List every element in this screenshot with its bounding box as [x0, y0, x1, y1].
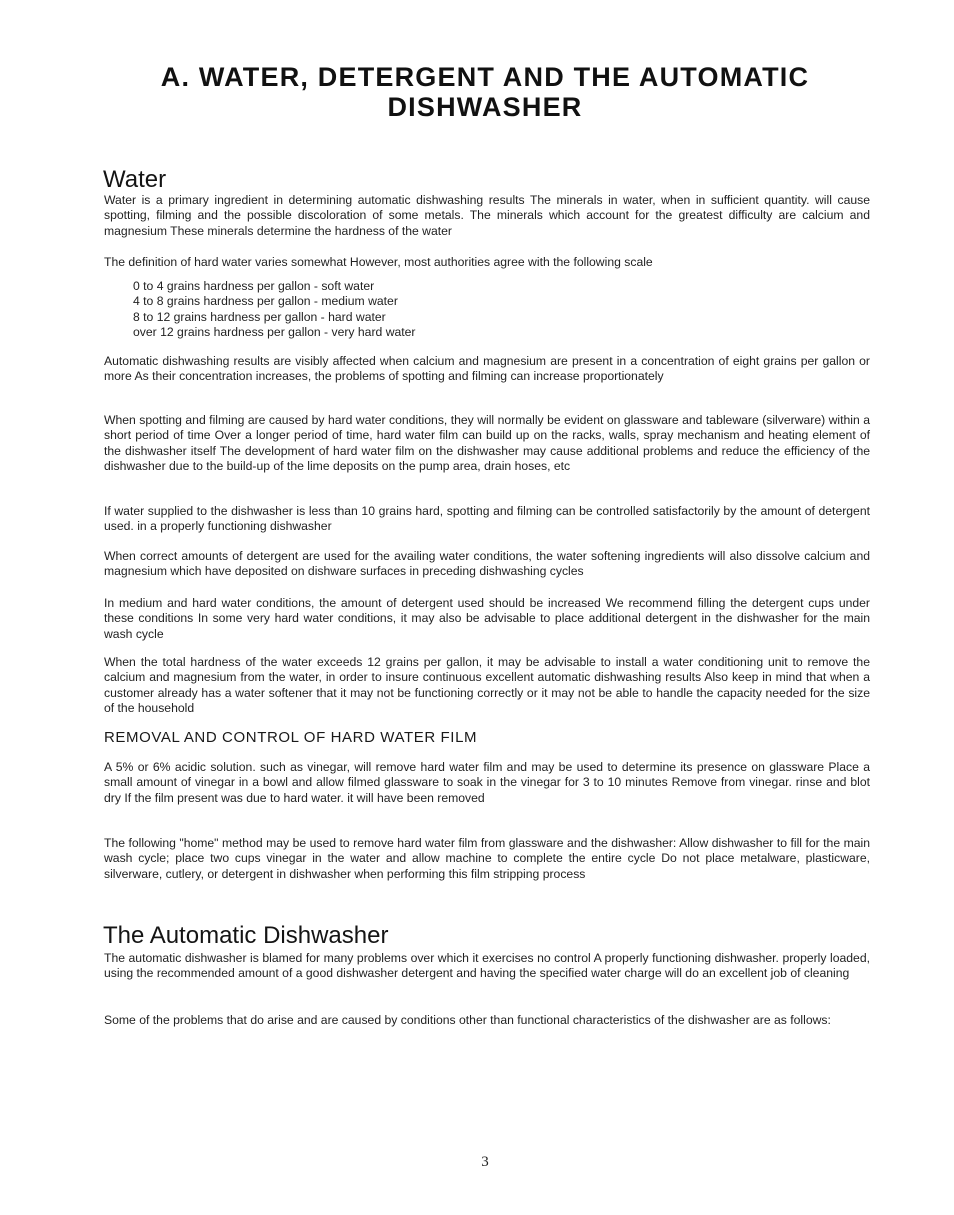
- paragraph-water-1: Water is a primary ingredient in determining automatic dishwashing results The minerals in water, when in sufficient quantity. will cause spotting, filming and the possible discoloration of some metals. The minerals which account for the greatest difficulty are calcium and magnesium These minerals determine the hardness of the water: [104, 193, 870, 238]
- paragraph-water-6: When correct amounts of detergent are used for the availing water conditions, the water softening ingredients will also dissolve calcium and magnesium which have deposited on dishware surfaces in preceding dishwashing cycles: [104, 549, 870, 579]
- page-title-line-2: DISHWASHER: [387, 92, 583, 122]
- section-heading-dishwasher: The Automatic Dishwasher: [103, 922, 389, 949]
- paragraph-water-8: When the total hardness of the water exceeds 12 grains per gallon, it may be advisable to install a water conditioning unit to remove the calcium and magnesium from the water, in order to insure continuous excellent automatic dishwashing results Also keep in mind that when a customer already has a water softener that it may not be functioning correctly or it may not be able to handle the capacity needed for the size of the household: [104, 655, 870, 715]
- paragraph-removal-1: A 5% or 6% acidic solution. such as vinegar, will remove hard water film and may be used to determine its presence on glassware Place a small amount of vinegar in a bowl and allow filmed glassware to soak in the vinegar for 3 to 10 minutes Remove from vinegar. rinse and blot dry If the film present was due to hard water. it will have been removed: [104, 760, 870, 805]
- page-title-line-1: A. WATER, DETERGENT AND THE AUTOMATIC: [160, 62, 810, 92]
- paragraph-water-3: Automatic dishwashing results are visibly affected when calcium and magnesium are present in a concentration of eight grains per gallon or more As their concentration increases, the problems of spotting and filming can increase proportionately: [104, 354, 870, 384]
- subsection-heading-removal: REMOVAL AND CONTROL OF HARD WATER FILM: [104, 729, 478, 746]
- scale-item: 0 to 4 grains hardness per gallon - soft water: [133, 279, 375, 293]
- page-title: [100, 62, 870, 122]
- scale-item: 8 to 12 grains hardness per gallon - hard water: [133, 309, 386, 324]
- paragraph-water-2: The definition of hard water varies somewhat However, most authorities agree with the following scale: [104, 255, 653, 269]
- hardness-scale-list: [133, 279, 633, 340]
- scale-item: 4 to 8 grains hardness per gallon - medium water: [133, 294, 398, 309]
- scale-item: over 12 grains hardness per gallon - very hard water: [133, 324, 416, 339]
- paragraph-water-4: When spotting and filming are caused by hard water conditions, they will normally be evident on glassware and tableware (silverware) within a short period of time Over a longer period of time, hard water film can build up on the racks, walls, spray mechanism and heating element of the dishwasher itself The development of hard water film on the dishwasher may cause additional problems and reduce the efficiency of the dishwasher due to the build-up of the lime deposits on the pump area, drain hoses, etc: [104, 413, 870, 473]
- paragraph-dishwasher-1: The automatic dishwasher is blamed for many problems over which it exercises no control A properly functioning dishwasher. properly loaded, using the recommended amount of a good dishwasher detergent and having the specified water charge will do an excellent job of cleaning: [104, 951, 870, 981]
- section-heading-water: Water: [103, 166, 167, 193]
- paragraph-water-7: In medium and hard water conditions, the amount of detergent used should be increased We recommend filling the detergent cups under these conditions In some very hard water conditions, it may also be advisable to place additional detergent in the dishwasher for the main wash cycle: [104, 596, 870, 641]
- page-number: 3: [481, 1154, 489, 1170]
- paragraph-dishwasher-2: Some of the problems that do arise and are caused by conditions other than functional characteristics of the dishwasher are as follows:: [104, 1013, 831, 1027]
- paragraph-removal-2: The following "home" method may be used to remove hard water film from glassware and the dishwasher: Allow dishwasher to fill for the main wash cycle; place two cups vinegar in the water and allow machine to complete the entire cycle Do not place metalware, plasticware, silverware, cutlery, or detergent in dishwasher when performing this film stripping process: [104, 836, 870, 881]
- paragraph-water-5: If water supplied to the dishwasher is less than 10 grains hard, spotting and filming can be controlled satisfactorily by the amount of detergent used. in a properly functioning dishwasher: [104, 504, 870, 534]
